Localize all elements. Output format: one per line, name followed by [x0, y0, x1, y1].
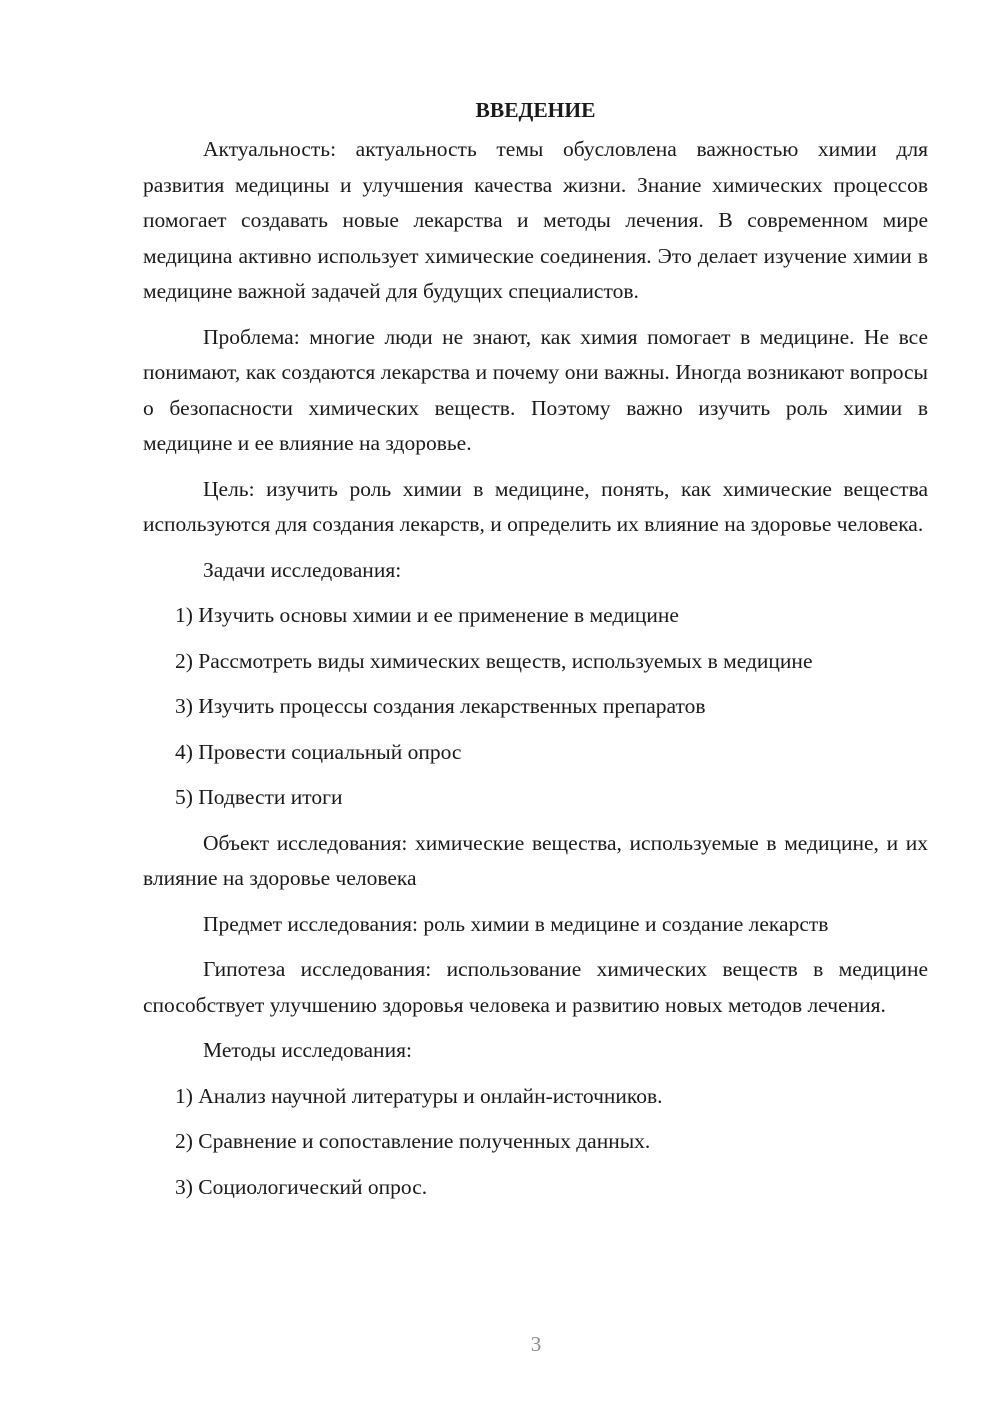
page-number: 3 — [530, 1332, 542, 1356]
task-item: 2) Рассмотреть виды химических веществ, используемых в медицине — [175, 648, 813, 673]
object-paragraph: Объект исследования: химические вещества, используемые в медицине, и их влияние на здоровье человека — [143, 830, 928, 890]
problem-paragraph: Проблема: многие люди не знают, как химия помогает в медицине. Не все понимают, как создаются лекарства и почему они важны. Иногда возникают вопросы о безопасности химических веществ. Поэтому важно изучить роль химии в медицине и ее влияние на здоровье. — [143, 324, 928, 455]
document-page — [143, 92, 928, 1215]
task-item: 4) Провести социальный опрос — [175, 739, 462, 764]
subject-paragraph: Предмет исследования: роль химии в медицине и создание лекарств — [203, 911, 829, 936]
task-item: 3) Изучить процессы создания лекарственных препаратов — [175, 694, 706, 718]
goal-paragraph: Цель: изучить роль химии в медицине, понять, как химические вещества используются для создания лекарств, и определить их влияние на здоровье человека. — [143, 476, 928, 536]
method-item: 2) Сравнение и сопоставление полученных данных. — [175, 1129, 651, 1153]
relevance-paragraph: Актуальность: актуальность темы обусловлена важностью химии для развития медицины и улучшения качества жизни. Знание химических процессов помогает создавать новые лекарства и методы лечения. В современном мире медицина активно использует химические соединения. Это делает изучение химии в медицине важной задачей для будущих специалистов. — [143, 137, 928, 303]
tasks-list — [143, 598, 928, 816]
document-title: ВВЕДЕНИЕ — [475, 98, 596, 122]
task-item: 1) Изучить основы химии и ее применение в медицине — [175, 603, 679, 627]
task-item: 5) Подвести итоги — [175, 785, 343, 809]
tasks-heading: Задачи исследования: — [203, 557, 402, 582]
method-item: 3) Социологический опрос. — [175, 1174, 428, 1199]
method-item: 1) Анализ научной литературы и онлайн-источников. — [175, 1083, 663, 1108]
methods-heading: Методы исследования: — [203, 1038, 412, 1062]
hypothesis-paragraph: Гипотеза исследования: использование химических веществ в медицине способствует улучшению здоровья человека и развитию новых методов лечения. — [143, 957, 928, 1017]
methods-list — [143, 1079, 928, 1206]
